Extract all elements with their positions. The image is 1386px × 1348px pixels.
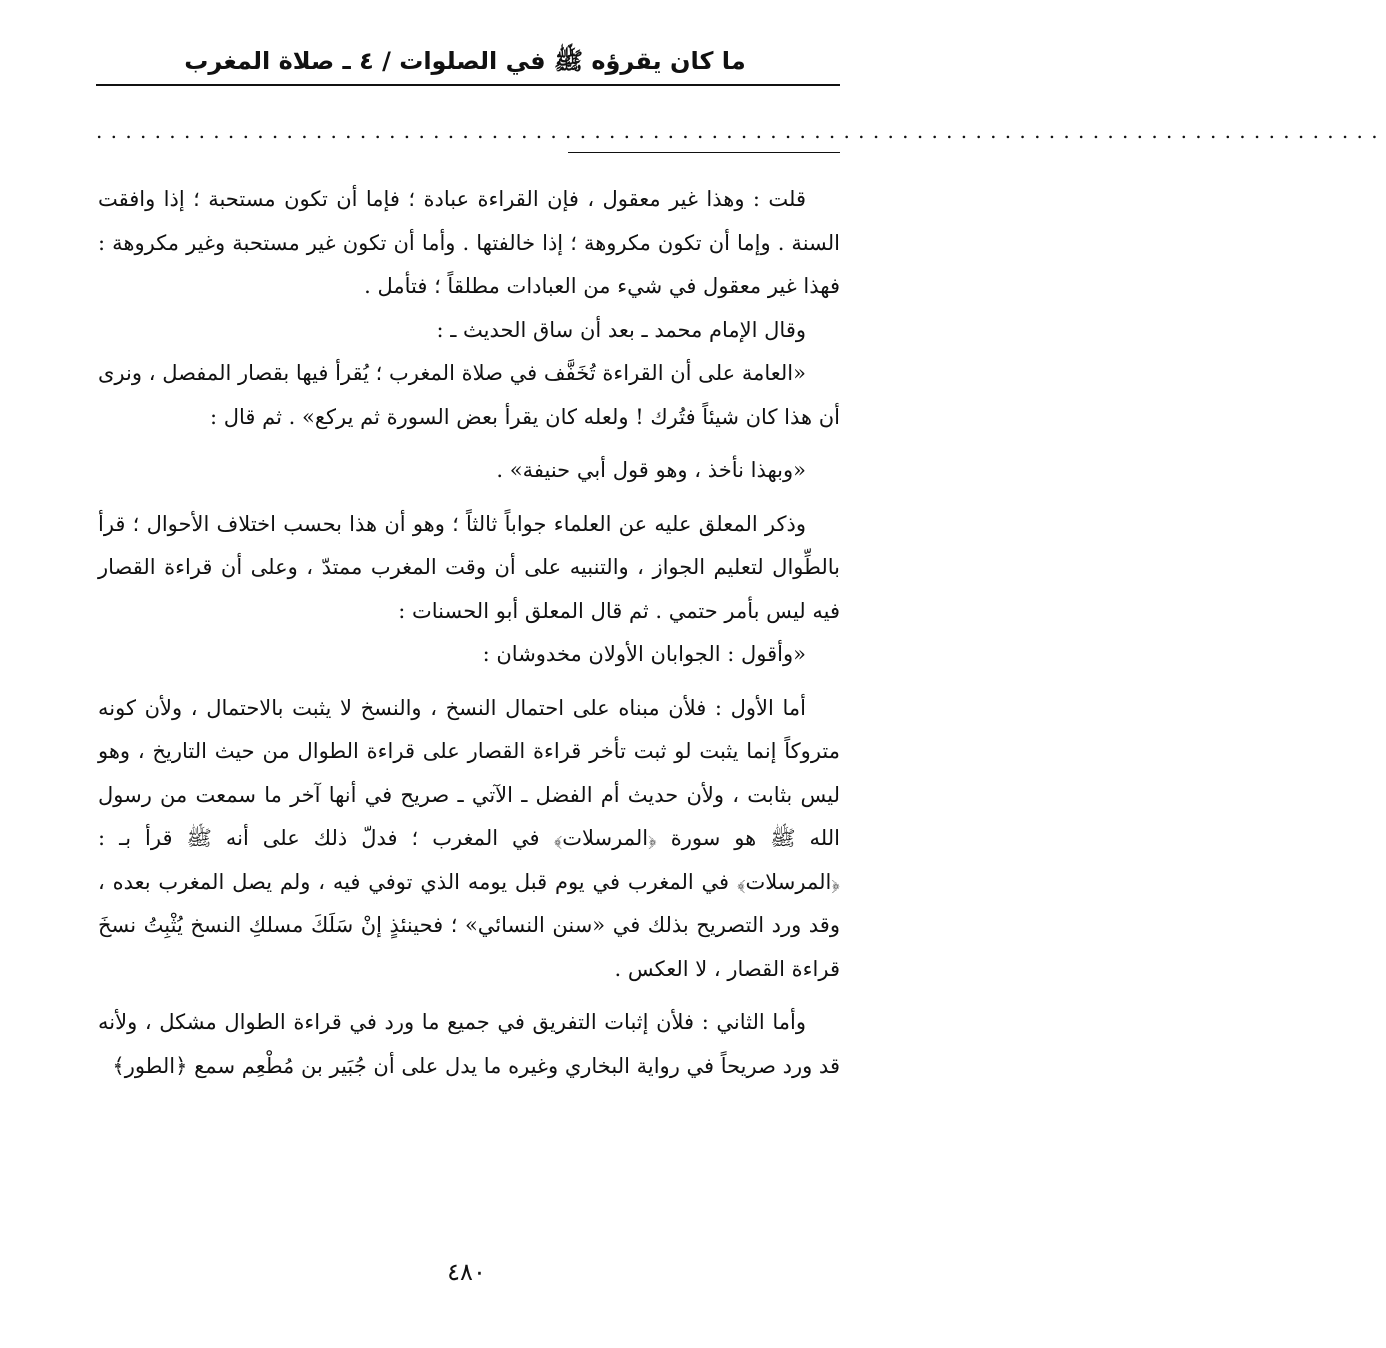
header-title: ما كان يقرؤه ﷺ في الصلوات / ٤ ـ صلاة المغرب — [184, 47, 746, 75]
running-header — [90, 44, 840, 84]
body-text — [98, 178, 840, 1088]
footnote-dots: ........................................................................................ — [96, 119, 1386, 143]
paragraph: أما الأول : فلأن مبناه على احتمال النسخ ، والنسخ لا يثبت بالاحتمال ، ولأن كونه متروكاً إنما يثبت لو ثبت تأخر قراءة القصار على قراءة الطوال من حيث التاريخ ، وهو ليس بثابت ، ولأن حديث أم الفضل ـ الآتي ـ صريح في أنها آخر ما سمعت من رسول الله ﷺ هو سورة ﴿المرسلات﴾ في المغرب ؛ فدلّ ذلك على أنه ﷺ قرأ بـ : ﴿المرسلات﴾ في المغرب في يوم قبل يومه الذي توفي فيه ، ولم يصل المغرب بعده ، وقد ورد التصريح بذلك في «سنن النسائي» ؛ فحينئذٍ إنْ سَلَكَ مسلكِ النسخ يُثْبِتُ نسخَ قراءة القصار ، لا العكس . — [98, 695, 840, 981]
quote-paragraph: «وأقول : الجوابان الأولان مخدوشان : — [482, 642, 806, 666]
paragraph: وذكر المعلق عليه عن العلماء جواباً ثالثاً ؛ وهو أن هذا بحسب اختلاف الأحوال ؛ قرأ بالطِّوال لتعليم الجواز ، والتنبيه على أن وقت المغرب ممتدّ ، وعلى أن قراءة القصار فيه ليس بأمر حتمي . ثم قال المعلق أبو الحسنات : — [98, 511, 840, 623]
quote-paragraph: «العامة على أن القراءة تُخَفَّف في صلاة المغرب ؛ يُقرأ فيها بقصار المفصل ، ونرى أن هذا كان شيئاً فتُرك ! ولعله كان يقرأ بعض السورة ثم يركع» . ثم قال : — [98, 361, 840, 429]
paragraph: وأما الثاني : فلأن إثبات التفريق في جميع ما ورد في قراءة الطوال مشكل ، ولأنه قد ورد صريحاً في رواية البخاري وغيره ما يدل على أن جُبَير بن مُطْعِم سمع ﴿الطور﴾ — [98, 1010, 840, 1078]
paragraph: وقال الإمام محمد ـ بعد أن ساق الحديث ـ : — [436, 317, 806, 342]
page-number: ٤٨٠ — [447, 1258, 486, 1286]
paragraph: قلت : وهذا غير معقول ، فإن القراءة عبادة ؛ فإما أن تكون مستحبة ؛ إذا وافقت السنة . وإما أن تكون مكروهة ؛ إذا خالفتها . وأما أن تكون غير مستحبة وغير مكروهة : فهذا غير معقول في شيء من العبادات مطلقاً ؛ فتأمل . — [98, 187, 840, 298]
header-rule — [96, 84, 840, 86]
footnote-separator — [568, 152, 840, 153]
quote-paragraph: «وبهذا نأخذ ، وهو قول أبي حنيفة» . — [496, 458, 806, 482]
